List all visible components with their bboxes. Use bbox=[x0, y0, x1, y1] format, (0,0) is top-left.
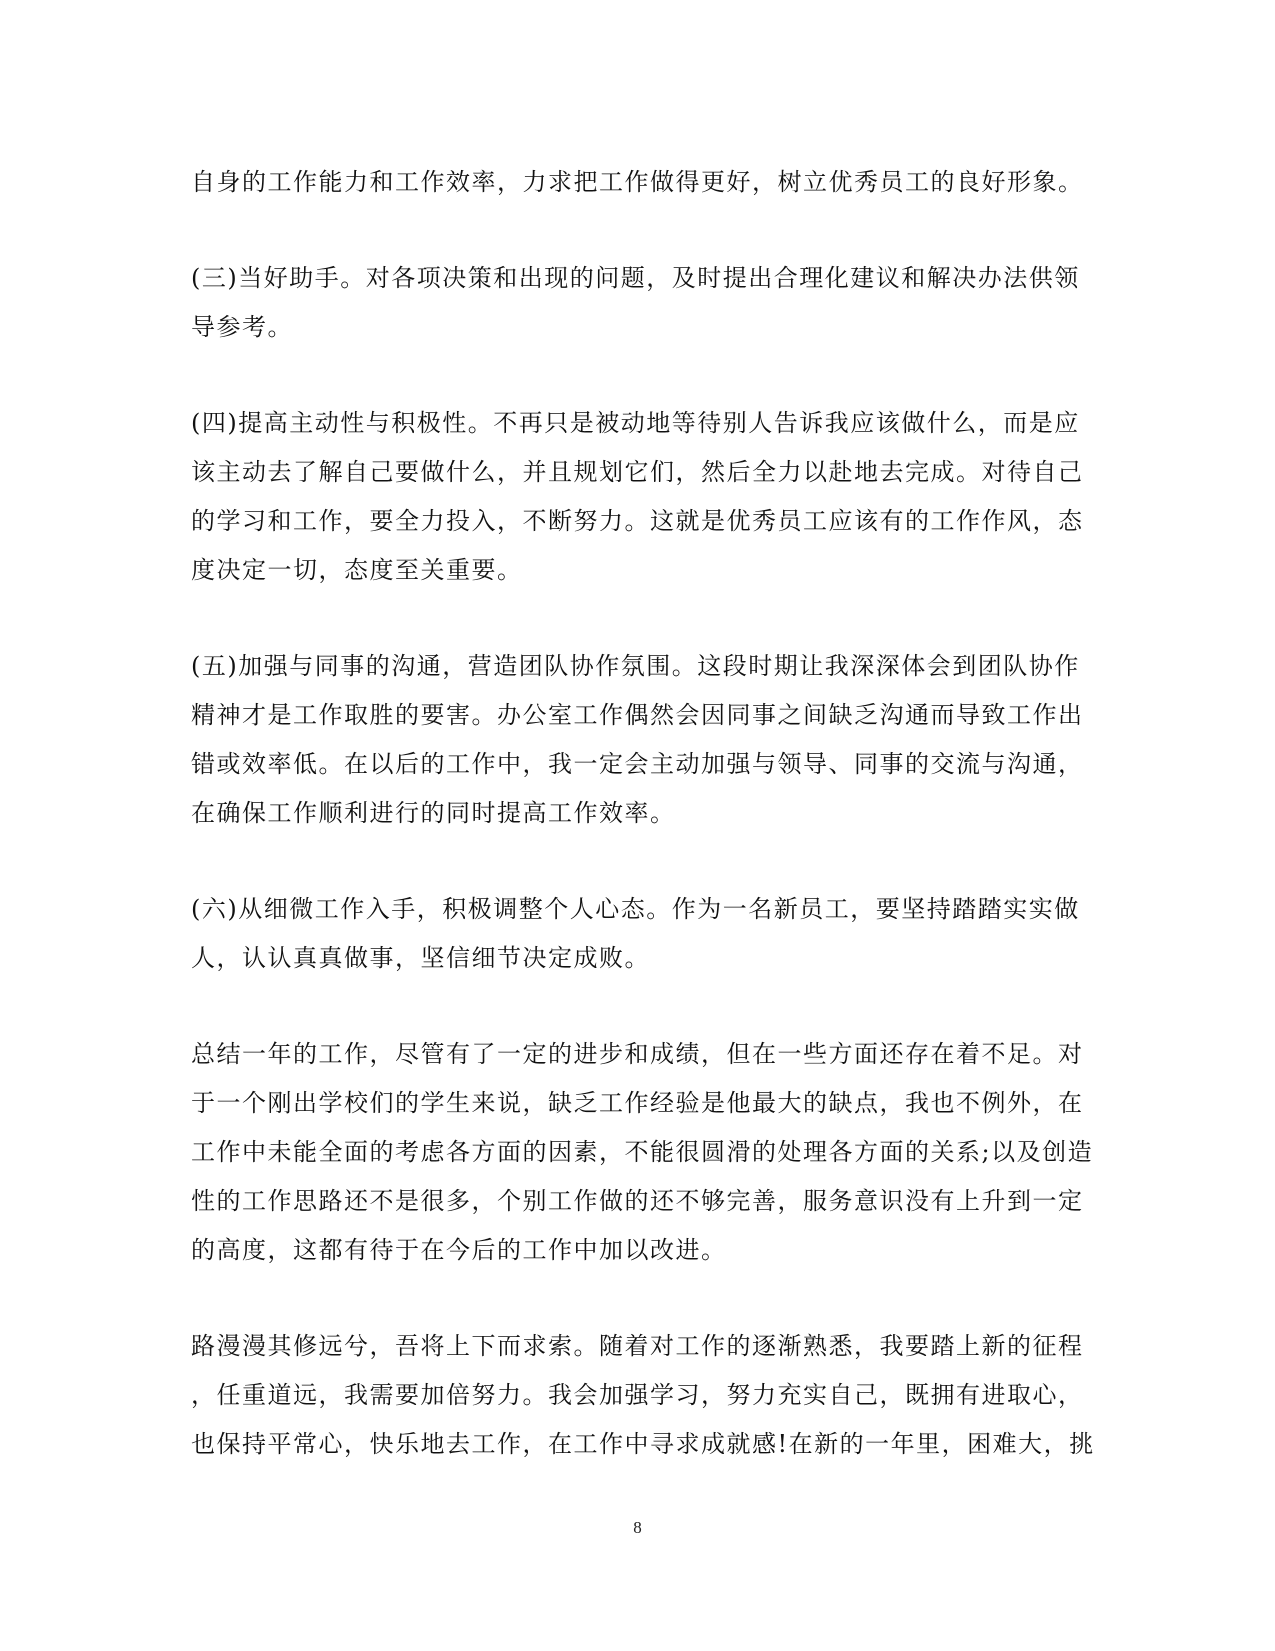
text-line: 总结一年的工作，尽管有了一定的进步和成绩，但在一些方面还存在着不足。对 bbox=[191, 1040, 1084, 1068]
text-line: (六)从细微工作入手，积极调整个人心态。作为一名新员工，要坚持踏踏实实做 bbox=[191, 895, 1080, 923]
text-line: (五)加强与同事的沟通，营造团队协作氛围。这段时期让我深深体会到团队协作 bbox=[191, 652, 1080, 680]
text-line: ，任重道远，我需要加倍努力。我会加强学习，努力充实自己，既拥有进取心， bbox=[191, 1381, 1084, 1409]
text-line: (三)当好助手。对各项决策和出现的问题，及时提出合理化建议和解决办法供领 bbox=[191, 264, 1080, 292]
text-line: 精神才是工作取胜的要害。办公室工作偶然会因同事之间缺乏沟通而导致工作出 bbox=[191, 701, 1084, 729]
text-line: 错或效率低。在以后的工作中，我一定会主动加强与领导、同事的交流与沟通， bbox=[191, 750, 1084, 778]
paragraph-4 bbox=[191, 642, 1084, 838]
text-line: (四)提高主动性与积极性。不再只是被动地等待别人告诉我应该做什么，而是应 bbox=[191, 409, 1080, 437]
text-line: 于一个刚出学校们的学生来说，缺乏工作经验是他最大的缺点，我也不例外，在 bbox=[191, 1089, 1084, 1117]
text-line: 路漫漫其修远兮，吾将上下而求索。随着对工作的逐渐熟悉，我要踏上新的征程 bbox=[191, 1332, 1084, 1360]
text-line: 在确保工作顺利进行的同时提高工作效率。 bbox=[191, 799, 676, 827]
text-line: 自身的工作能力和工作效率，力求把工作做得更好，树立优秀员工的良好形象。 bbox=[191, 168, 1084, 196]
page-number: 8 bbox=[633, 1518, 642, 1537]
paragraph-6 bbox=[191, 1030, 1094, 1275]
body-text bbox=[191, 158, 1095, 1516]
paragraph-1 bbox=[191, 158, 1084, 207]
text-line: 人，认认真真做事，坚信细节决定成败。 bbox=[191, 944, 650, 972]
paragraph-2 bbox=[191, 254, 1080, 352]
paragraph-5 bbox=[191, 885, 1080, 983]
text-line: 工作中未能全面的考虑各方面的因素，不能很圆滑的处理各方面的关系;以及创造 bbox=[191, 1138, 1094, 1166]
text-line: 的学习和工作，要全力投入，不断努力。这就是优秀员工应该有的工作作风，态 bbox=[191, 507, 1084, 535]
text-line: 度决定一切，态度至关重要。 bbox=[191, 556, 523, 584]
text-line: 性的工作思路还不是很多，个别工作做的还不够完善，服务意识没有上升到一定 bbox=[191, 1187, 1084, 1215]
text-line: 也保持平常心，快乐地去工作，在工作中寻求成就感!在新的一年里，困难大，挑 bbox=[191, 1430, 1095, 1458]
paragraph-7 bbox=[191, 1322, 1095, 1469]
text-line: 的高度，这都有待于在今后的工作中加以改进。 bbox=[191, 1236, 727, 1264]
paragraph-3 bbox=[191, 399, 1084, 595]
text-line: 该主动去了解自己要做什么，并且规划它们，然后全力以赴地去完成。对待自己 bbox=[191, 458, 1084, 486]
text-line: 导参考。 bbox=[191, 313, 293, 341]
